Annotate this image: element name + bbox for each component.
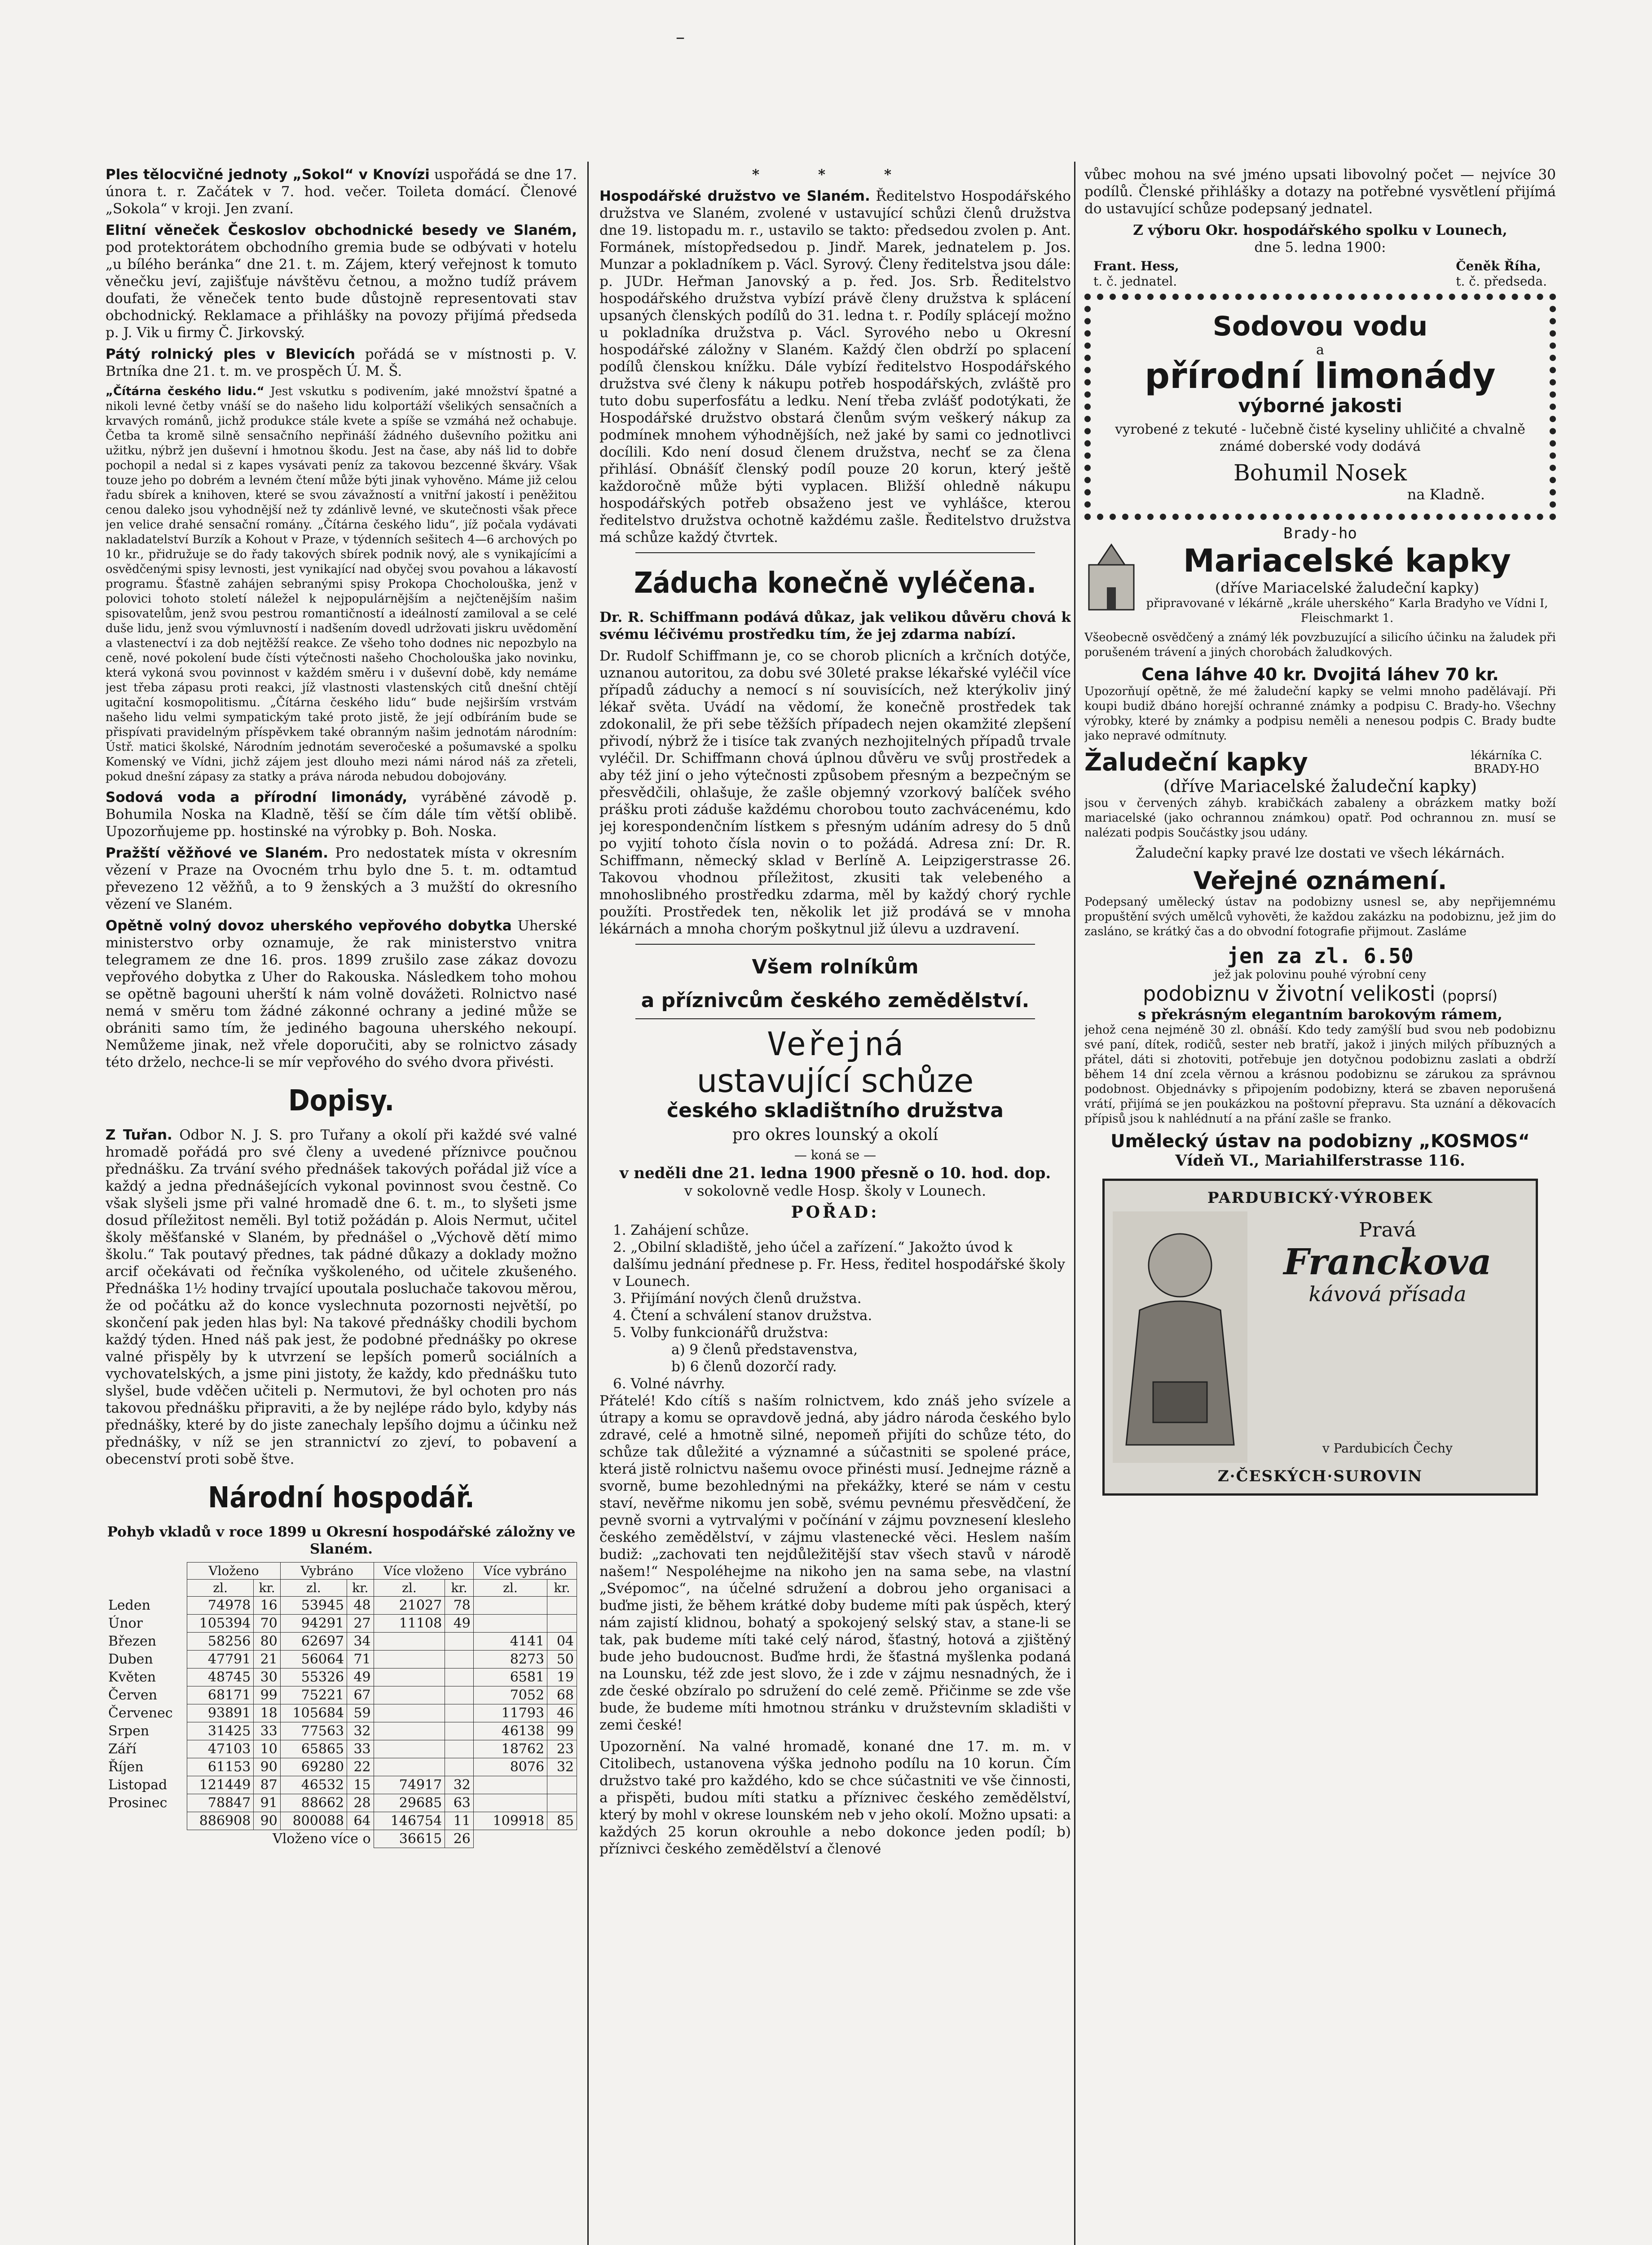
ad-oznameni-poprs: (poprsí) xyxy=(1442,987,1498,1004)
signature-role: t. č. předseda. xyxy=(1456,274,1547,289)
table-cell: 93891 xyxy=(187,1704,254,1722)
table-cell-month xyxy=(106,1812,187,1830)
table-cell-month: Srpen xyxy=(108,1723,150,1739)
column-rule xyxy=(1074,162,1075,2245)
table-row xyxy=(106,1615,577,1633)
table-cell xyxy=(473,1794,547,1812)
table-cell: 71 xyxy=(347,1651,374,1668)
table-title: Pohyb vkladů v roce 1899 u Okresní hospodářské záložny ve Slaném. xyxy=(107,1524,576,1557)
ad-sodova-line7: na Kladně. xyxy=(1407,486,1485,503)
notice-upozorneni: Upozornění. Na valné hromadě, konané dne 17. m. m. v Citolibech, ustanovena výška jednoho podílu na 10 korun. Čím družstvo také pro každého, kdo se chce súčastniti ve vše činnosti, a přispěti, budou míti statku a příznivec českého zemědělství, který by mohl v okrese lounském neb v jeho okolí. Možno upsati: a každých 25 korun okrouhle a nebo dokonce jeden podíl; b) příznivci českého zemědělství a členové xyxy=(599,1739,1071,1857)
news-heading: Pražští věžňové ve Slaném. xyxy=(106,845,328,861)
ad-zaludecni-text: jsou v červených záhyb. krabičkách zabaleny a obrázkem matky boží mariacelské (jako ochrannou známkou) opatř. Pod ochrannou zn. musí se nalézati podpis Součástky jsou udány. xyxy=(1084,797,1556,840)
table-cell: 32 xyxy=(445,1776,474,1794)
table-cell: 32 xyxy=(347,1722,374,1740)
news-body: Uherské ministerstvo orby oznamuje, že rak ministerstvo vnitra telegramem ze dne 16. pros. 1899 zrušilo zase zákaz dovozu vepřového dobytka z Uher do Rakouska. Následkem toho mohou se opětně bagouni uherští k nám volně dovážeti. Rolnictvo nasé nemá v směru tom žádné zákonné ochrany a jediné může se obrániti samo tím, že jediného bagouna uherského nekoupí. Nemůžeme jinak, než vřele doporučiti, aby se rolnictvo zásady této drželo, nechce-li se mír vepřového do svého dvora přivésti. xyxy=(106,918,577,1070)
table-row xyxy=(106,1668,577,1686)
table-cell: 59 xyxy=(347,1704,374,1722)
table-foot-row xyxy=(106,1830,577,1848)
table-cell: 31425 xyxy=(187,1722,254,1740)
table-cell: 109918 xyxy=(473,1812,547,1830)
table-cell: 99 xyxy=(547,1722,577,1740)
ad-oznameni-big xyxy=(1084,982,1556,1006)
table-row xyxy=(106,1758,577,1776)
table-cell xyxy=(547,1597,577,1615)
table-cell xyxy=(445,1668,474,1686)
table-cell: 99 xyxy=(254,1686,281,1704)
table-cell: 23 xyxy=(547,1740,577,1758)
table-cell: 18 xyxy=(254,1704,281,1722)
ad-oznameni-kosmos: Umělecký ústav na podobizny „KOSMOS“ xyxy=(1110,1131,1530,1152)
divider xyxy=(635,944,1035,945)
table-cell xyxy=(445,1651,474,1668)
table-cell xyxy=(445,1704,474,1722)
news-heading: Pátý rolnický ples v Blevicích xyxy=(106,346,356,362)
table-cell: 10 xyxy=(254,1740,281,1758)
table-cell: 886908 xyxy=(187,1812,254,1830)
vybor-line: Z výboru Okr. hospodářského spolku v Lounech, xyxy=(1133,222,1507,238)
deposits-table xyxy=(106,1562,577,1848)
ad-brady-titles xyxy=(1138,542,1556,630)
ad-franck-top: PARDUBICKÝ·VÝROBEK xyxy=(1207,1189,1433,1207)
notice-porad: POŘAD: xyxy=(791,1203,880,1222)
ad-zaludecni-header xyxy=(1084,748,1556,776)
header-col: Více vloženo xyxy=(374,1563,473,1580)
news-heading: Ples tělocvičné jednoty „Sokol“ v Knovízi xyxy=(106,167,430,183)
header-month xyxy=(106,1563,187,1580)
table-row xyxy=(106,1686,577,1704)
program-item: 6. Volné návrhy. xyxy=(613,1376,725,1392)
notice-ceskeho: českého skladištního družstva xyxy=(667,1099,1004,1122)
sub-zl: zl. xyxy=(473,1580,547,1597)
column-right xyxy=(1084,166,1556,2245)
ad-zaducha-lead: Dr. R. Schiffmann podává důkaz, jak velikou důvěru chová k svému léčivému prostředku tím, že jej zdarma nabízí. xyxy=(599,609,1071,643)
ad-zaludecni-title: Žaludeční kapky xyxy=(1084,748,1308,776)
divider xyxy=(635,1018,1035,1019)
table-cell xyxy=(374,1758,445,1776)
table-cell: 87 xyxy=(254,1776,281,1794)
table-cell: 105684 xyxy=(280,1704,347,1722)
table-row xyxy=(106,1651,577,1668)
news-dovoz xyxy=(106,917,577,1071)
ad-zaludecni-right: lékárníka C. BRADY-HO xyxy=(1471,748,1542,776)
program-item: a) 9 členů představenstva, xyxy=(671,1342,858,1358)
sub-zl: zl. xyxy=(374,1580,445,1597)
table-cell xyxy=(445,1722,474,1740)
ad-sodova-line5: vyrobené z tekuté - lučebně čisté kyseliny uhličité a chvalně známé doberské vody dodává xyxy=(1115,422,1525,454)
table-cell: 11793 xyxy=(473,1704,547,1722)
table-cell: 146754 xyxy=(374,1812,445,1830)
section-title-dopisy: Dopisy. xyxy=(288,1084,395,1118)
news-body: vyráběné závodě p. Bohumila Noska na Kladně, těší se čím dále tím větší oblibě. Upozorňujeme pp. hostinské na výrobky p. Boh. Noska. xyxy=(106,789,577,840)
table-cell-month: Říjen xyxy=(108,1759,144,1775)
ad-sodova-line3: přírodní limonády xyxy=(1145,356,1496,396)
news-heading: Opětně volný dovoz uherského vepřového dobytka xyxy=(106,918,512,934)
table-cell: 47791 xyxy=(187,1651,254,1668)
table-cell: 4141 xyxy=(473,1633,547,1651)
notice-priznivcum: a příznivcům českého zemědělství. xyxy=(641,989,1030,1012)
ad-brady-header xyxy=(1084,542,1556,630)
table-row xyxy=(106,1776,577,1794)
ad-oznameni xyxy=(1084,867,1556,1170)
table-cell: 74917 xyxy=(374,1776,445,1794)
table-row xyxy=(106,1722,577,1740)
table-cell: 33 xyxy=(347,1740,374,1758)
table-cell: 65865 xyxy=(280,1740,347,1758)
table-cell xyxy=(374,1722,445,1740)
news-knovize xyxy=(106,166,577,217)
column-rule xyxy=(587,162,589,2245)
table-cell: 49 xyxy=(445,1615,474,1633)
notice-ustavujici: ustavující schůze xyxy=(696,1062,974,1100)
signature-role: t. č. jednatel. xyxy=(1093,274,1177,289)
ad-zaducha-title: Záducha konečně vyléčena. xyxy=(634,567,1036,600)
news-heading: Elitní věneček Českoslov obchodnické besedy ve Slaném, xyxy=(106,222,577,238)
signature-name: Frant. Hess, xyxy=(1093,259,1179,273)
signature-hess xyxy=(1093,259,1179,289)
ad-oznameni-price: jen za zl. 6.50 xyxy=(1227,944,1414,968)
notice-misto: v sokolovně vedle Hosp. školy v Lounech. xyxy=(684,1182,987,1199)
table-cell-month: Únor xyxy=(108,1616,143,1631)
table-row xyxy=(106,1794,577,1812)
news-heading: Sodová voda a přírodní limonády, xyxy=(106,789,408,806)
girl-illustration-icon xyxy=(1113,1211,1247,1463)
signature-riha xyxy=(1456,259,1547,289)
ad-sodova-line2: a xyxy=(1316,342,1324,358)
ad-franck-l3: kávová přísada xyxy=(1308,1282,1467,1306)
table-cell: 80 xyxy=(254,1633,281,1651)
news-body: Ředitelstvo Hospodářského družstva ve Slaném, zvolené v ustavující schůzi členů družstva dne 19. listopadu m. r., ustavilo se takto: předsedou zvolen p. Ant. Formánek, místopředsedou p. Jindř. Marek, jednatelem p. Jos. Munzar a pokladníkem p. Václ. Syrový. Členy ředitelstva jsou dále: p. JUDr. Heřman Janovský a p. řed. Jos. Srb. Ředitelstvo hospodářského družstva vybízí právě členy družstva k splácení upsaných členských podílů do 31. ledna t. r. Podíly splácejí možno u pokladníka družstva p. Václ. Syrového nebo u Okresní hospodářské záložny v Slaném. Každý člen obdrží po splacení podílů členskou knížku. Dále vybízí ředitelstvo Hospodářského družstva své členy k nákupu potřeb hospodářských, zvláště pro tuto dobu superfosfátu a ledku. Není třeba zvlášť podotýkati, že Hospodářské družstvo obstará členům svým veškerý nákup za podmínek mnohem výhodnějších, než jaké by sami co jednotlivci docílili. Kdo není dosud členem družstva, nechť se za člena přihlásí. Obnášíť členský podíl pouze 20 korun, který ještě každoročně může býti vyplacen. Bližší ohledně nákupu hospodářských potřeb obsaženo jest ve vyhlášce, kterou ředitelstvo družstva ochotně každému zašle. Ředitelstvo družstva má schůze každý čtvrtek. xyxy=(599,188,1071,546)
table-cell: 56064 xyxy=(280,1651,347,1668)
foot-label: Vloženo více o xyxy=(273,1831,371,1847)
table-cell xyxy=(445,1740,474,1758)
program-item: 5. Volby funkcionářů družstva: xyxy=(613,1325,828,1341)
table-cell-month: Prosinec xyxy=(108,1795,167,1811)
table-row xyxy=(106,1704,577,1722)
page-mark: – xyxy=(676,27,685,48)
table-cell: 21 xyxy=(254,1651,281,1668)
table-cell: 32 xyxy=(547,1758,577,1776)
news-body: Jest vskutku s podivením, jaké množství špatné a nikoli levné četby vnáší se do našeho lidu kolportáží všelikých sensačních a krvavých románů, jichž produkce stále kvete a spíše se vzmáhá než ochabuje. Četba ta kromě silně sensačního nepřináší žádného duševního požitku ani užitku, nýbrž jen duševní i hmotnou škodu. Jest na čase, aby náš lid to dobře pochopil a nedal si z kapes vysávati peníz za takovou bezcenné škváry. Však touze jeho po dobrém a levném čtení může býti jinak vyhověno. Máme již celou řadu sbírek a knihoven, které se svou závažností a vnitřní jakostí i peněžitou cenou daleko jsou vyhodnější než ty zdánlivě levné, ve skutečnosti však přece jen velice drahé sensační romány. „Čítárna českého lidu“, jíž počala vydávati nakladatelství Burzík a Kohout v Praze, v týdenních sešitech 4—6 archových po 10 kr., přidružuje se do řady takových sbírek podnik nový, ale s vynikajícími a osvědčenými spisy levnosti, jest vynikající nad obyčej svou povahou a lákavostí programu. Šťastně zahájen sebranými spisy Prokopa Chocholouška, jenž v polovici tohoto století náležel k nejpopulárnějším a nejčtenějším našim spisovatelům, jenž svou pestrou romantičností a ideálností zamiloval a se celé duše lidu, jenž svou výmluvností i nadšením dovedl udržovati jiskru uvědomění a vlastenectví i za dob nejtěžší reakce. Ze všeho toho dodnes nic nepozbylo na ceně, nové pokolení bude čísti výtečnosti našeho Chocholouška jako novinku, která vykoná svou povinnost v každém směru i v duševní době, kdy nemáme jest třeba zápasu proti reakci, jíž vlastnosti vlastenských citů dnešní chtějí ugitační kosmopolitismu. „Čítárna českého lidu“ bude nejširším vrstvám našeho lidu velmi sympatickým také proto jistě, že její odbíráním bude se přispívati pravidelným příspěvkem také obranným našim jednotám národním: Ústř. matici školské, Národním jednotám severočeské a pošumavské a spolku Komenský ve Vídni, jichž zájem jest dlouho mezi námi národ náš za zřeteli, pokud dnešní zápasy za statky a práva národa nebudou dobojovány. xyxy=(106,385,577,784)
table-cell: 69280 xyxy=(280,1758,347,1776)
sub-kr: kr. xyxy=(254,1580,281,1597)
table-cell: 68171 xyxy=(187,1686,254,1704)
column-middle xyxy=(599,166,1071,2245)
news-body: pořádá se v místnosti p. V. Brtníka dne 21. t. m. ve prospěch Ú. M. Š. xyxy=(106,346,577,379)
table-cell: 34 xyxy=(347,1633,374,1651)
header-col: Vloženo xyxy=(187,1563,281,1580)
ad-brady-sub: (dříve Mariacelské žaludeční kapky) xyxy=(1215,579,1480,596)
news-vezni xyxy=(106,845,577,913)
table-cell: 85 xyxy=(547,1812,577,1830)
table-cell: 8076 xyxy=(473,1758,547,1776)
notice-kona: — koná se — xyxy=(794,1148,877,1162)
table-cell: 04 xyxy=(547,1633,577,1651)
ad-brady xyxy=(1084,524,1556,862)
notice-verejna: Veřejná xyxy=(767,1025,903,1063)
table-cell: 19 xyxy=(547,1668,577,1686)
table-cell xyxy=(473,1597,547,1615)
table-cell xyxy=(547,1776,577,1794)
table-cell-month: Listopad xyxy=(108,1777,167,1793)
sub-kr: kr. xyxy=(547,1580,577,1597)
program-item: b) 6 členů dozorčí rady. xyxy=(671,1359,837,1375)
table-cell: 49 xyxy=(347,1668,374,1686)
ad-franck-city: v Pardubicích Čechy xyxy=(1322,1441,1453,1456)
ad-zaludecni-sub: (dříve Mariacelské žaludeční kapky) xyxy=(1163,776,1477,796)
news-body: Odbor N. J. S. pro Tuřany a okolí při každé své valné hromadě pořádá pro své členy a uvedené příznivce poučnou přednášku. Za trvání svého přednášek takových pořádal již více a každý a jedna přednášejících vykonal povinnost svou čestně. Co však slyšeli jsme při valné hromadě dne 6. t. m., to slyšeti jsme dosud příležitost neměli. Byl totiž požádán p. Alois Nermut, učitel školy měšťanské v Slaném, by přednášel o „Výchově dětí mimo školu.“ Tak poutavý přednes, tak pádné důkazy a doklady možno arcif očekávati od řečníka vyškoleného, od učitele zkušeného. Přednáška 1½ hodiny trvající upoutala posluchače takovou měrou, že od počátku až do konce vyslechnuta pozornosti největší, po skončení pak jeden hlas byl: Na takové přednášky chodili bychom každý týden. Hned náš pak jest, že podobné přednášky po okrese valné přispěly by k utvrzení se lepších pomerů sociálních a vychovatelských, a jsme pini jistoty, že každy, kdo přednášku tuto slyšel, bude vděčen učiteli p. Nermutovi, že byl ochoten pro nás takovou přednášku připraviti, a že by nejlépe rádo bylo, kdyby nás přednášky, které by do jiste zanechaly lepšího dojmu a účinku než přednášky, v níž se jen strannictví zo zjeví, to pobavení a obecenství proti sobě štve. xyxy=(106,1127,577,1467)
table-cell: 105394 xyxy=(187,1615,254,1633)
table-row xyxy=(106,1597,577,1615)
table-cell-month: Září xyxy=(108,1741,137,1757)
news-druzstvo xyxy=(599,188,1071,546)
ad-brady-title: Mariacelské kapky xyxy=(1183,542,1511,579)
news-body: Pro nedostatek místa v okresním vězení v Praze na Ovocném trhu bylo dne 5. t. m. odtamtud převezeno 12 věžňů, a to 9 ženských a 3 mužští do okresního vězení ve Slaném. xyxy=(106,845,577,912)
table-cell: 78847 xyxy=(187,1794,254,1812)
table-cell xyxy=(374,1633,445,1651)
sub-kr: kr. xyxy=(347,1580,374,1597)
section-title-narodni: Národní hospodář. xyxy=(208,1481,475,1514)
signatures xyxy=(1084,259,1556,289)
table-header-row xyxy=(106,1563,577,1580)
table-cell: 6581 xyxy=(473,1668,547,1686)
notice-date: v neděli dne 21. ledna 1900 přesně o 10. hod. dop. xyxy=(619,1164,1051,1182)
table-cell: 48 xyxy=(347,1597,374,1615)
table-cell: 74978 xyxy=(187,1597,254,1615)
ad-brady-price: Cena láhve 40 kr. Dvojitá láhev 70 kr. xyxy=(1141,665,1499,684)
table-cell: 50 xyxy=(547,1651,577,1668)
table-cell-month: Červen xyxy=(108,1687,158,1703)
table-cell: 68 xyxy=(547,1686,577,1704)
ad-oznameni-text3: jehož cena nejméně 30 zl. obnáší. Kdo tedy zamýšlí bud svou neb podobiznu své paní, dítek, rodičů, sester neb bratří, jakož i jiných milých příbuzných a přátel, dáti si zhotoviti, potřebuje jen dotyčnou podobiznu zaslati a obdrží během 14 dní zcela věrnou a krásnou podobiznu se zárukou za správnou podobnost. Objednávky s připojením podobizny, která se zbaven neporušená vrátí, přijímá se jen poukázkou na poštovní přepravu. Sta uznání a děkovacích přípisů jsou k nahlédnutí a na přání zašle se franko. xyxy=(1084,1023,1556,1126)
table-cell: 58256 xyxy=(187,1633,254,1651)
foot-zl: 36615 xyxy=(374,1830,445,1848)
table-cell: 30 xyxy=(254,1668,281,1686)
table-cell xyxy=(445,1633,474,1651)
table-cell: 91 xyxy=(254,1794,281,1812)
separator-stars: * * * xyxy=(752,167,919,183)
ad-sodova xyxy=(1084,294,1556,520)
column-left xyxy=(106,166,577,2245)
ad-oznameni-text: Podepsaný umělecký ústav na podobizny usnesl se, aby nepřijemnému propuštění svých umělců vyhověti, že každou zakázku na podobiznu, jež jim do zasláno, se krátký čas a do obvodní fotografie přijmout. Zasláme xyxy=(1084,895,1556,938)
ad-zaludecni-foot: Žaludeční kapky pravé lze dostati ve všech lékárnách. xyxy=(1135,845,1505,861)
table-cell: 48745 xyxy=(187,1668,254,1686)
church-image-icon xyxy=(1084,542,1138,614)
vybor-date: dne 5. ledna 1900: xyxy=(1254,239,1386,255)
header-col: Vybráno xyxy=(280,1563,374,1580)
program-item: 3. Přijímání nových členů družstva. xyxy=(613,1290,862,1307)
ad-franck-bottom: Z·ČESKÝCH·SUROVIN xyxy=(1217,1467,1423,1485)
ad-zaducha-body: Dr. Rudolf Schiffmann je, co se chorob plicních a krčních dotýče, uznanou autoritou, za dobu své 30leté prakse lékařské vyléčil více případů záduchy a nemocí s ní souvisících, než kterýkoliv jiný lékař světa. Uvádí na vědomí, že konečně prostředek tak zdokonalil, že při sebe těžších případech nejen okamžité zlepšení přivodí, nýbrž že i tisíce tak zvaných nezhojitelných případů trvale vyléčil. Dr. Schiffmann chová úplnou důvěru ve svůj prostředek a aby též jiní o jeho výtečnosti způsobem přesným a bezpečným se přesvědčili, ohlašuje, že zašle objemný vzorkový balíček svého prášku proti záduše každému chorobou touto zachvácenému, kdo jej korespondenčním lístkem s přesným udáním adresy do 5 dnů po vyjití tohoto čísla novin o to požádá. Adresa zní: Dr. R. Schiffmann, německý sklad v Berlíně A. Leipzigerstrasse 26. Takovou vhodnou příležitost, zkusiti tak velebeného a mnohoslibného prostředku zdarma, měl by každý chorý rychle použíti. Prostředek ten, několik let již prodává se v mnoha lékárnách a mnoha chorým poškytnul již úlevu a uzdravení. xyxy=(599,648,1071,937)
table-cell: 77563 xyxy=(280,1722,347,1740)
ad-oznameni-addr: Vídeň VI., Mariahilferstrasse 116. xyxy=(1175,1152,1465,1170)
news-blevice xyxy=(106,346,577,380)
news-heading: Z Tuřan. xyxy=(106,1127,172,1143)
table-body xyxy=(106,1597,577,1830)
table-cell: 29685 xyxy=(374,1794,445,1812)
table-cell: 8273 xyxy=(473,1651,547,1668)
table-cell: 800088 xyxy=(280,1812,347,1830)
table-cell-month: Leden xyxy=(108,1598,150,1613)
table-cell: 67 xyxy=(347,1686,374,1704)
ad-oznameni-frame: s překrásným elegantním barokovým rámem, xyxy=(1138,1006,1502,1023)
table-cell: 63 xyxy=(445,1794,474,1812)
notice-pratele: Přátelé! Kdo cítíš s naším rolnictvem, kdo znáš jeho svízele a útrapy a komu se opravdově jedná, aby jádro národa českého bylo zdravé, celé a hmotně silné, nepomeň přijíti do schůze této, do schůze tak důležité a významné a súčastniti se spolené práce, která jistě rolnictvu našemu ovoce přinésti musí. Jednejme rázně a svorně, bume bezohlednými na překážky, které se nám v cestu staví, nevěřme nikomu jen sobě, svému pevnému přesvědčení, že pevně svorni a vytrvalými v počínání v zájmu povznesení klesleho českého zemědělství, v zájmu vlastenecké věci. Heslem naším budiž: „zachovati ten nejdůležitější stav všech stavů v národě našem!“ Nespoléhejme na nikoho jen na sama sebe, na vlastní „Svépomoc“, na účelné sdružení a dobrou jeho organisaci a buďme jisti, že během krátké doby budeme míti pak úspěch, který nám zajistí klidnou, bohatý a spokojený selský stav, a stane-li se tak, pak budeme míti také celý národ, šťastný, hotová a zjištěný bude jeho budoucnost. Buďme hrdi, že šťastná myšlenka podaná na Lounsku, též zde jest slovo, že i zde v zájmu nesnadných, že i zde české obzíralo po sdružení do celé země. Přičinme se zde vše bude, že budeme míti hmotnou stránku v družstevním skladišti v zemi české! xyxy=(599,1393,1071,1733)
table-cell: 33 xyxy=(254,1722,281,1740)
ad-oznameni-text2: jež jak polovinu pouhé výrobní ceny xyxy=(1214,968,1427,982)
letter-turany xyxy=(106,1127,577,1468)
table-cell: 16 xyxy=(254,1597,281,1615)
ad-franck-body xyxy=(1113,1211,1528,1463)
table-row xyxy=(106,1812,577,1830)
table-cell: 11108 xyxy=(374,1615,445,1633)
news-heading: Hospodářské družstvo ve Slaném. xyxy=(599,188,870,204)
table-cell xyxy=(374,1651,445,1668)
notice-vsem: Všem rolníkům xyxy=(752,955,919,978)
table-cell: 64 xyxy=(347,1812,374,1830)
table-cell: 28 xyxy=(347,1794,374,1812)
table-cell: 21027 xyxy=(374,1597,445,1615)
program-list xyxy=(599,1222,1071,1392)
table-cell: 78 xyxy=(445,1597,474,1615)
program-item: 1. Zahájení schůze. xyxy=(613,1222,749,1238)
table-cell: 7052 xyxy=(473,1686,547,1704)
table-cell xyxy=(547,1615,577,1633)
table-cell: 94291 xyxy=(280,1615,347,1633)
table-subheader-row xyxy=(106,1580,577,1597)
ad-franck-l1: Pravá xyxy=(1359,1219,1416,1241)
table-cell: 90 xyxy=(254,1758,281,1776)
ad-brady-text2: Všeobecně osvědčený a známý lék povzbuzující a silicího účinku na žaludek při porušeném trávení a jiných chorobách žaludkových. xyxy=(1084,631,1556,659)
ad-brady-text3: Upozorňují opětně, že mé žaludeční kapky se velmi mnoho padělávají. Při koupi budiž dbáno horejší ochranné známky a podpisu C. Brady-ho. Všechny výrobky, které by známky a podpisu neměli a nenesou podpis C. Brady budte jako nepravé odmítnuty. xyxy=(1084,685,1556,743)
table-cell: 88662 xyxy=(280,1794,347,1812)
header-empty xyxy=(106,1580,187,1597)
sub-zl: zl. xyxy=(280,1580,347,1597)
table-cell: 62697 xyxy=(280,1633,347,1651)
sub-zl: zl. xyxy=(187,1580,254,1597)
table-cell xyxy=(473,1776,547,1794)
ad-oznameni-title: Veřejné oznámení. xyxy=(1193,867,1447,895)
program-item: 2. „Obilní skladiště, jeho účel a zařízení.“ Jakožto úvod k dalšímu jednání přednese p. Fr. Hess, ředitel hospodářské školy v Lounech. xyxy=(613,1239,1065,1290)
table-cell xyxy=(473,1615,547,1633)
program-item: 4. Čtení a schválení stanov družstva. xyxy=(613,1307,872,1324)
ad-sodova-line1: Sodovou vodu xyxy=(1212,311,1428,342)
table-cell xyxy=(374,1740,445,1758)
table-cell: 55326 xyxy=(280,1668,347,1686)
ad-sodova-line4: výborné jakosti xyxy=(1238,395,1402,417)
ad-brady-text: připravované v lékárně „krále uherského“ Karla Bradyho ve Vídni I, Fleischmarkt 1. xyxy=(1146,597,1548,625)
ad-sodova-line6: Bohumil Nosek xyxy=(1233,460,1407,486)
table-cell: 75221 xyxy=(280,1686,347,1704)
table-cell: 53945 xyxy=(280,1597,347,1615)
table-cell-month: Duben xyxy=(108,1651,153,1667)
notice-pro: pro okres lounský a okolí xyxy=(732,1126,938,1144)
table-cell: 46532 xyxy=(280,1776,347,1794)
news-body: pod protektorátem obchodního gremia bude se odbývati v hotelu „u bílého beránka“ dne 21. t. m. Zájem, který veřejnost k tomuto věnečku jeví, zajišťuje návštěvu četnou, a možno tudíž právem doufati, že věneček tento bude důstojně representovati stav obchodnický. Reklamace a přihlášky na povozy přijímá předseda p. J. Vik u firmy Č. Jirkovský. xyxy=(106,239,577,341)
ad-oznameni-big-text: podobiznu v životní velikosti xyxy=(1143,982,1436,1006)
table-cell: 61153 xyxy=(187,1758,254,1776)
table-cell: 18762 xyxy=(473,1740,547,1758)
ad-franck-text xyxy=(1247,1219,1528,1456)
notice-continued: vůbec mohou na své jméno upsati libovolný počet — nejvíce 30 podílů. Členské přihlášky a dotazy na potřebné vysvětlení přijímá do ustavující schůze podepsaný jednatel. xyxy=(1084,167,1556,217)
sub-kr: kr. xyxy=(445,1580,474,1597)
ad-franck-l2: Franckova xyxy=(1283,1241,1492,1283)
table-cell: 27 xyxy=(347,1615,374,1633)
table-cell: 70 xyxy=(254,1615,281,1633)
table-cell: 46 xyxy=(547,1704,577,1722)
table-cell: 90 xyxy=(254,1812,281,1830)
foot-empty xyxy=(473,1830,577,1848)
ad-franck xyxy=(1102,1179,1538,1496)
table-cell-month: Květen xyxy=(108,1669,156,1685)
table-cell: 121449 xyxy=(187,1776,254,1794)
table-cell xyxy=(445,1758,474,1776)
foot-kr: 26 xyxy=(445,1830,474,1848)
news-sodova xyxy=(106,789,577,840)
news-citarna xyxy=(106,384,577,784)
news-heading: „Čítárna českého lidu.“ xyxy=(106,385,264,398)
table-cell xyxy=(547,1794,577,1812)
table-cell xyxy=(374,1704,445,1722)
table-row xyxy=(106,1740,577,1758)
table-cell: 11 xyxy=(445,1812,474,1830)
table-row xyxy=(106,1633,577,1651)
ad-brady-brand: Brady-ho xyxy=(1283,524,1357,542)
table-cell xyxy=(374,1668,445,1686)
news-body: uspořádá se dne 17. února t. r. Začátek v 7. hod. večer. Toileta domácí. Členové „Sokola“ v kroji. Jen zvaní. xyxy=(106,167,577,217)
table-cell: 15 xyxy=(347,1776,374,1794)
divider xyxy=(635,552,1035,553)
signature-name: Čeněk Říha, xyxy=(1456,259,1541,273)
table-cell-month: Březen xyxy=(108,1633,157,1649)
table-cell: 47103 xyxy=(187,1740,254,1758)
table-cell xyxy=(445,1686,474,1704)
table-cell-month: Červenec xyxy=(108,1705,173,1721)
table-cell xyxy=(374,1686,445,1704)
header-col: Více vybráno xyxy=(473,1563,577,1580)
table-cell: 46138 xyxy=(473,1722,547,1740)
table-cell: 22 xyxy=(347,1758,374,1776)
news-elitni xyxy=(106,222,577,341)
